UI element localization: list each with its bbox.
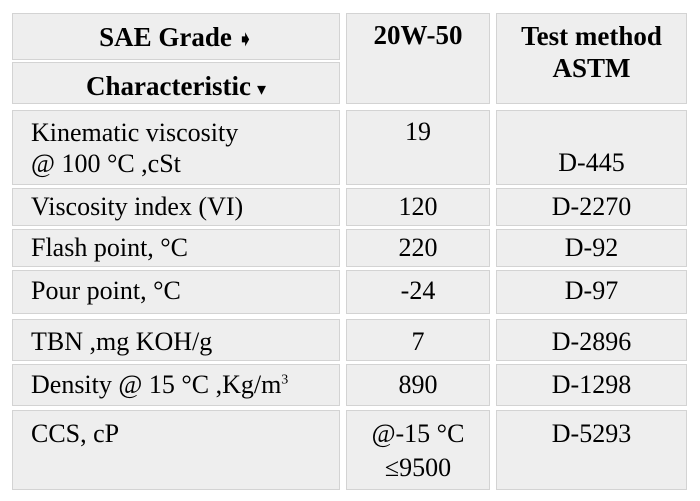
ccs-method: D-5293 — [551, 419, 632, 448]
tbn-value: 7 — [411, 327, 425, 356]
density-unit-exponent: 3 — [281, 372, 289, 388]
pour-point-value: -24 — [400, 276, 436, 305]
row-pour-point-name — [12, 270, 340, 314]
row-viscosity-index-name — [12, 188, 340, 226]
row-pour-point-value — [346, 270, 490, 314]
row-ccs-method — [496, 410, 687, 490]
density-method: D-1298 — [551, 370, 632, 399]
grade-label: 20W-50 — [373, 20, 463, 50]
row-density-name — [12, 364, 340, 406]
ccs-label: CCS, cP — [31, 419, 120, 448]
pour-point-method: D-97 — [564, 276, 619, 305]
row-tbn-method — [496, 319, 687, 361]
row-tbn-name — [12, 319, 340, 361]
row-pour-point-method — [496, 270, 687, 314]
flash-point-method: D-92 — [564, 233, 619, 262]
row-kinematic-viscosity-method — [496, 110, 687, 185]
astm-label: ASTM — [552, 53, 631, 83]
viscosity-index-label: Viscosity index (VI) — [31, 192, 244, 221]
ccs-temperature: @-15 °C — [371, 419, 465, 448]
flash-point-value: 220 — [398, 233, 438, 262]
row-kinematic-viscosity-value — [346, 110, 490, 185]
row-kinematic-viscosity-name — [12, 110, 340, 185]
kinematic-viscosity-value: 19 — [405, 117, 431, 146]
grade-header-cell — [346, 13, 490, 104]
flash-point-label: Flash point, °C — [31, 233, 189, 262]
density-label: Density @ 15 °C ,Kg/m — [31, 370, 282, 399]
row-flash-point-name — [12, 229, 340, 267]
row-density-method — [496, 364, 687, 406]
viscosity-index-method: D-2270 — [551, 192, 632, 221]
row-flash-point-method — [496, 229, 687, 267]
sae-grade-header-cell — [12, 13, 340, 60]
row-viscosity-index-method — [496, 188, 687, 226]
characteristic-header-cell — [12, 62, 340, 104]
test-method-label: Test method — [521, 21, 662, 51]
kinematic-viscosity-label: Kinematic viscosity — [31, 118, 239, 147]
kinematic-viscosity-method: D-445 — [558, 148, 625, 177]
row-density-value — [346, 364, 490, 406]
test-method-header-cell — [496, 13, 687, 104]
viscosity-index-value: 120 — [398, 192, 438, 221]
pour-point-label: Pour point, °C — [31, 276, 181, 305]
row-ccs-value — [346, 410, 490, 490]
tbn-method: D-2896 — [551, 327, 632, 356]
characteristic-label: Characteristic — [86, 71, 251, 101]
tbn-label: TBN ,mg KOH/g — [31, 327, 213, 356]
kinematic-viscosity-unit: @ 100 °C ,cSt — [31, 149, 181, 178]
sae-grade-label: SAE Grade — [99, 22, 232, 52]
row-viscosity-index-value — [346, 188, 490, 226]
row-flash-point-value — [346, 229, 490, 267]
density-value: 890 — [398, 370, 438, 399]
row-ccs-name — [12, 410, 340, 490]
down-arrow-icon: ▾ — [256, 78, 266, 99]
right-arrow-icon: ➧ — [237, 29, 253, 50]
ccs-limit: ≤9500 — [384, 453, 452, 482]
row-tbn-value — [346, 319, 490, 361]
